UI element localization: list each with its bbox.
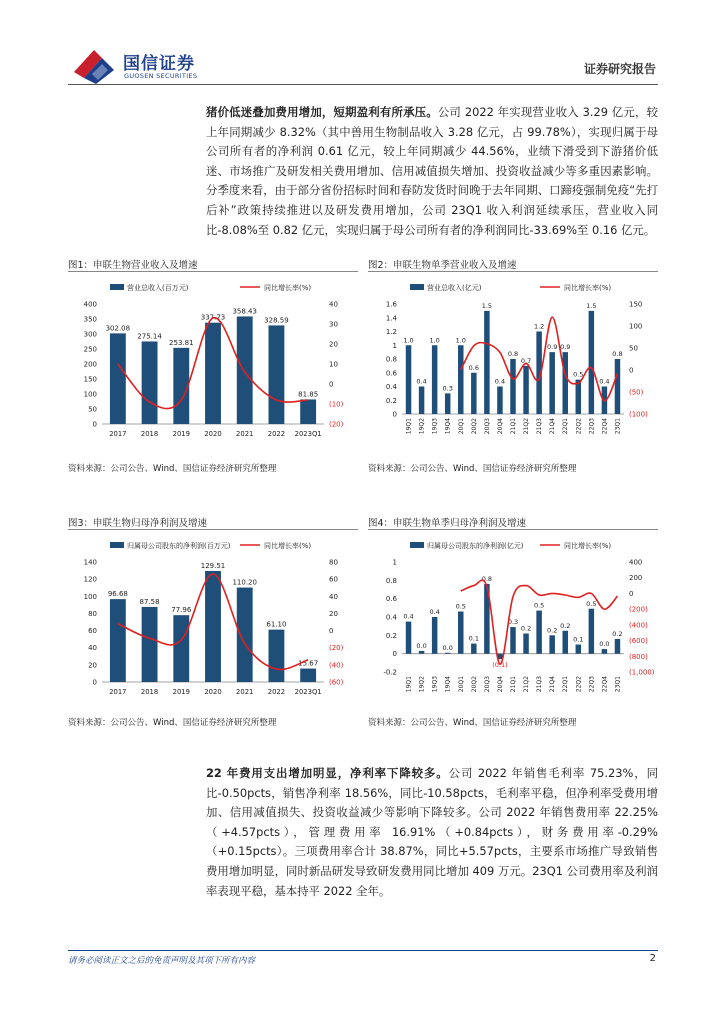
bar-value-label: 0.4 bbox=[599, 377, 610, 386]
fig2-title: 图2：申联生物单季营业收入及增速 bbox=[368, 260, 517, 271]
paragraph-lead: 猪价低迷叠加费用增加，短期盈利有所承压。 bbox=[206, 105, 438, 119]
bar-value-label: 253.81 bbox=[169, 338, 194, 347]
y-tick-label: 50 bbox=[88, 405, 97, 414]
y2-tick-label: (40) bbox=[329, 661, 344, 670]
fig3-chart bbox=[68, 536, 358, 696]
y-tick-label: 60 bbox=[88, 627, 97, 636]
bar bbox=[142, 341, 158, 424]
legend-bar-swatch bbox=[110, 284, 124, 290]
x-tick-label: 20Q2 bbox=[470, 418, 478, 435]
bar bbox=[300, 669, 316, 682]
bar bbox=[432, 617, 437, 654]
bar bbox=[458, 612, 463, 654]
y2-tick-label: (1,000) bbox=[629, 668, 655, 677]
bar bbox=[602, 649, 607, 654]
y-tick-label: 0 bbox=[392, 410, 397, 419]
y2-tick-label: 150 bbox=[629, 300, 643, 309]
y-tick-label: 1 bbox=[392, 558, 397, 567]
y2-tick-label: (400) bbox=[629, 621, 648, 630]
bar-value-label: 1.0 bbox=[403, 336, 414, 345]
y-tick-label: 1 bbox=[392, 341, 397, 350]
bar-value-label: 0.0 bbox=[599, 640, 610, 649]
bar-value-label: 15.67 bbox=[298, 659, 319, 668]
bar-value-label: 61.10 bbox=[266, 620, 287, 629]
x-tick-label: 22Q2 bbox=[575, 418, 583, 435]
document-type: 证券研究报告 bbox=[583, 62, 656, 76]
y2-tick-label: (800) bbox=[629, 652, 648, 661]
y2-tick-label: (10) bbox=[329, 400, 344, 409]
bar bbox=[406, 622, 411, 654]
x-tick-label: 20Q3 bbox=[483, 676, 491, 693]
y-tick-label: 0.4 bbox=[385, 383, 397, 391]
y2-tick-label: 0 bbox=[329, 627, 334, 636]
bar bbox=[589, 311, 594, 414]
bar-value-label: (0.1) bbox=[492, 661, 508, 670]
guosen-logo-mark bbox=[72, 46, 116, 86]
y-tick-label: 0.2 bbox=[385, 631, 397, 640]
y2-tick-label: 0 bbox=[629, 589, 634, 598]
page-number: 2 bbox=[649, 953, 656, 964]
y2-tick-label: (20) bbox=[329, 644, 344, 653]
x-tick-label: 19Q2 bbox=[418, 676, 426, 693]
bar-value-label: 110.20 bbox=[232, 578, 257, 587]
x-tick-label: 22Q4 bbox=[601, 418, 609, 435]
bar-value-label: 0.2 bbox=[520, 624, 532, 633]
y-tick-label: 1.2 bbox=[385, 328, 397, 336]
x-tick-label: 2021 bbox=[236, 688, 254, 696]
fig3-source: 资料来源：公司公告、Wind、国信证券经济研究所整理 bbox=[68, 718, 277, 728]
bar-value-label: 0.2 bbox=[547, 626, 558, 635]
bar-value-label: 0.5 bbox=[586, 599, 597, 608]
bar-value-label: 1.5 bbox=[481, 301, 493, 310]
x-tick-label: 23Q1 bbox=[614, 676, 622, 693]
y-tick-label: 80 bbox=[88, 609, 97, 618]
y-tick-label: 0.6 bbox=[385, 595, 397, 604]
bar-value-label: 0.5 bbox=[533, 601, 545, 610]
y-tick-label: 0.6 bbox=[385, 369, 397, 378]
x-tick-label: 2022 bbox=[267, 688, 286, 696]
x-tick-label: 21Q1 bbox=[510, 418, 517, 435]
bar bbox=[432, 345, 437, 414]
bar bbox=[237, 588, 253, 682]
x-tick-label: 19Q1 bbox=[405, 676, 413, 693]
y2-tick-label: 10 bbox=[329, 360, 338, 369]
fig2-chart bbox=[368, 278, 658, 438]
x-tick-label: 19Q3 bbox=[431, 418, 439, 435]
bar-value-label: 0.4 bbox=[494, 377, 506, 386]
y-tick-label: 120 bbox=[83, 575, 97, 584]
y-tick-label: 0.4 bbox=[385, 613, 397, 622]
y-tick-label: 0 bbox=[392, 650, 397, 659]
y2-tick-label: 50 bbox=[629, 344, 638, 353]
bar-value-label: 0.3 bbox=[507, 618, 519, 627]
bar-value-label: 0.5 bbox=[573, 370, 584, 379]
bar-value-label: 1.0 bbox=[455, 336, 466, 345]
bar bbox=[110, 599, 126, 682]
legend-line-label: 同比增长率(%) bbox=[564, 542, 612, 550]
logo-text-en: GUOSEN SECURITIES bbox=[124, 72, 198, 80]
bar bbox=[536, 611, 541, 654]
x-tick-label: 2020 bbox=[204, 430, 222, 438]
x-tick-label: 21Q1 bbox=[510, 676, 517, 693]
fig2-title-rule bbox=[368, 271, 658, 272]
x-tick-label: 19Q1 bbox=[405, 418, 413, 435]
legend-line-label: 同比增长率(%) bbox=[264, 542, 312, 550]
x-tick-label: 2017 bbox=[109, 430, 127, 438]
x-tick-label: 20Q4 bbox=[496, 418, 504, 435]
bar-value-label: 81.85 bbox=[298, 390, 319, 399]
bar bbox=[269, 630, 285, 682]
bar bbox=[549, 635, 554, 653]
y2-tick-label: 60 bbox=[329, 575, 338, 584]
bar bbox=[549, 352, 554, 414]
bar-value-label: 0.1 bbox=[468, 634, 479, 643]
x-tick-label: 22Q1 bbox=[562, 418, 570, 435]
bar-value-label: 0.1 bbox=[573, 635, 584, 644]
x-tick-label: 22Q3 bbox=[588, 418, 596, 435]
y-tick-label: -0.2 bbox=[383, 668, 397, 677]
fig4-source: 资料来源：公司公告、Wind、国信证券经济研究所整理 bbox=[368, 718, 577, 728]
y2-tick-label: (50) bbox=[629, 388, 644, 397]
y2-tick-label: 200 bbox=[629, 574, 643, 583]
paragraph-body: 公司 2022 年实现营业收入 3.29 亿元，较上年同期减少 8.32%（其中兽用生物制品收入 3.28 亿元，占 99.78%），实现归属于母公司所有者的净利润 0.61 亿元，较上年同期减少 44.56%，业绩下滑受到下游猪价低迷、市场推广及研发相关费用增加、信用减值损失增加、投资收益减少等多重因素影响。分季度来看，由于部分省份招标时间和春防发货时间晚于去年同期、口蹄疫强制免疫“先打后补”政策持续推进以及研发费用增加，公司 23Q1 收入利润延续承压，营业收入同比-8.08%至 0.82 亿元，实现归属于母公司所有者的净利润同比-33.69%至 0.16 亿元。 bbox=[206, 105, 658, 237]
x-tick-label: 21Q2 bbox=[523, 418, 531, 435]
y-tick-label: 140 bbox=[83, 558, 97, 567]
x-tick-label: 2018 bbox=[140, 688, 159, 696]
bar bbox=[237, 316, 253, 424]
fig2-source: 资料来源：公司公告、Wind、国信证券经济研究所整理 bbox=[368, 464, 577, 474]
x-tick-label: 21Q3 bbox=[536, 676, 544, 693]
legend-line-label: 同比增长率(%) bbox=[564, 284, 612, 292]
bar bbox=[471, 644, 476, 654]
bar bbox=[142, 607, 158, 682]
x-tick-label: 2019 bbox=[172, 430, 190, 438]
bar bbox=[576, 380, 581, 414]
bar-value-label: 0.4 bbox=[429, 608, 440, 616]
x-tick-label: 19Q3 bbox=[431, 676, 439, 693]
y2-tick-label: (20) bbox=[329, 420, 344, 429]
x-tick-label: 21Q4 bbox=[549, 418, 557, 435]
x-tick-label: 21Q2 bbox=[523, 676, 531, 693]
x-tick-label: 22Q3 bbox=[588, 676, 596, 693]
x-tick-label: 20Q1 bbox=[457, 676, 465, 693]
y-tick-label: 200 bbox=[83, 360, 97, 369]
bar bbox=[445, 393, 450, 414]
bar bbox=[576, 645, 581, 654]
bar bbox=[615, 359, 620, 414]
x-tick-label: 2022 bbox=[267, 430, 286, 438]
bar bbox=[419, 387, 424, 415]
footer-divider bbox=[68, 950, 658, 951]
bar-value-label: 302.08 bbox=[105, 324, 131, 333]
bar-value-label: 0.0 bbox=[416, 641, 427, 650]
y-tick-label: 0 bbox=[92, 678, 97, 687]
bar-value-label: 0.4 bbox=[403, 612, 414, 621]
y-tick-label: 1.4 bbox=[385, 314, 397, 323]
y2-tick-label: 20 bbox=[329, 609, 338, 618]
y-tick-label: 150 bbox=[83, 375, 97, 384]
legend-bar-swatch bbox=[110, 542, 124, 548]
x-tick-label: 2017 bbox=[109, 688, 127, 696]
x-tick-label: 2019 bbox=[172, 688, 190, 696]
bar-value-label: 337.73 bbox=[200, 313, 226, 322]
x-tick-label: 22Q2 bbox=[575, 676, 583, 693]
bar bbox=[205, 323, 221, 424]
bar bbox=[445, 653, 450, 654]
bar-value-label: 275.14 bbox=[137, 332, 162, 341]
bar-value-label: 0.8 bbox=[612, 350, 623, 358]
fig4-title: 图4：申联生物单季归母净利润及增速 bbox=[368, 518, 527, 529]
x-tick-label: 2018 bbox=[140, 430, 159, 438]
bar-value-label: 96.68 bbox=[107, 590, 128, 599]
bar bbox=[589, 609, 594, 654]
bar bbox=[110, 333, 126, 424]
bar bbox=[471, 373, 476, 414]
y2-tick-label: (60) bbox=[329, 678, 344, 687]
bar bbox=[497, 387, 502, 415]
x-tick-label: 21Q4 bbox=[549, 676, 557, 693]
y2-tick-label: 30 bbox=[329, 320, 338, 329]
fig4-chart bbox=[368, 536, 658, 696]
bar-value-label: 77.96 bbox=[171, 606, 192, 615]
bar bbox=[615, 639, 620, 654]
bar bbox=[458, 345, 463, 414]
y-tick-label: 350 bbox=[83, 315, 97, 324]
bar-value-label: 0.2 bbox=[560, 621, 571, 630]
x-tick-label: 22Q1 bbox=[562, 676, 570, 693]
bar-value-label: 0.2 bbox=[612, 630, 623, 638]
paragraph-revenue-summary bbox=[206, 103, 658, 240]
x-tick-label: 22Q4 bbox=[601, 676, 609, 693]
bar-value-label: 0.4 bbox=[416, 377, 427, 386]
x-tick-label: 19Q2 bbox=[418, 418, 426, 435]
x-tick-label: 20Q2 bbox=[470, 676, 478, 693]
y2-tick-label: 0 bbox=[629, 366, 634, 375]
y-tick-label: 400 bbox=[83, 300, 97, 309]
x-tick-label: 2023Q1 bbox=[294, 688, 322, 696]
y-tick-label: 100 bbox=[83, 390, 97, 399]
y-tick-label: 0.2 bbox=[385, 396, 397, 405]
bar-value-label: 0.8 bbox=[507, 350, 519, 358]
y2-tick-label: 100 bbox=[629, 322, 643, 331]
bar-value-label: 1.2 bbox=[533, 322, 545, 331]
bar bbox=[205, 571, 221, 682]
y-tick-label: 0 bbox=[92, 420, 97, 429]
bar bbox=[510, 359, 515, 414]
legend-bar-swatch bbox=[410, 284, 424, 290]
bar-value-label: 0.7 bbox=[520, 356, 532, 365]
bar-value-label: 0.9 bbox=[547, 343, 558, 352]
y2-tick-label: 20 bbox=[329, 340, 338, 349]
fig3-title-rule bbox=[68, 529, 358, 530]
y2-tick-label: 400 bbox=[629, 558, 643, 567]
bar-value-label: 0.5 bbox=[455, 602, 466, 611]
bar-value-label: 0.3 bbox=[442, 384, 453, 393]
bar bbox=[269, 325, 285, 424]
y2-tick-label: 40 bbox=[329, 300, 338, 309]
bar bbox=[523, 366, 528, 414]
x-tick-label: 21Q3 bbox=[536, 418, 544, 435]
y2-tick-label: 80 bbox=[329, 558, 338, 567]
y-tick-label: 20 bbox=[88, 661, 97, 670]
legend-bar-label: 归属母公司股东的净利润(百万元) bbox=[127, 542, 231, 550]
bar bbox=[510, 627, 515, 654]
y-tick-label: 0.8 bbox=[385, 355, 397, 364]
bar bbox=[173, 615, 189, 682]
bar bbox=[562, 631, 567, 654]
fig1-source: 资料来源：公司公告、Wind、国信证券经济研究所整理 bbox=[68, 464, 277, 474]
header-divider bbox=[68, 84, 658, 85]
legend-bar-label: 归属母公司股东的净利润(亿元) bbox=[427, 542, 524, 550]
bar-value-label: 0.6 bbox=[468, 363, 479, 372]
bar bbox=[523, 634, 528, 654]
fig3-title: 图3：申联生物归母净利润及增速 bbox=[68, 518, 208, 529]
bar bbox=[562, 352, 567, 414]
x-tick-label: 20Q1 bbox=[457, 418, 465, 435]
bar-value-label: 0.8 bbox=[481, 575, 493, 583]
y2-tick-label: (600) bbox=[629, 637, 648, 646]
y2-tick-label: 0 bbox=[329, 380, 334, 389]
x-tick-label: 20Q3 bbox=[483, 418, 491, 435]
bar-value-label: 1.5 bbox=[586, 301, 597, 310]
y-tick-label: 0.8 bbox=[385, 576, 397, 585]
bar-value-label: 1.0 bbox=[429, 336, 440, 345]
y2-tick-label: 40 bbox=[329, 592, 338, 601]
logo-text-cn: 国信证券 bbox=[123, 54, 195, 74]
bar-value-label: 328.59 bbox=[264, 316, 289, 325]
fig1-title: 图1：申联生物营业收入及增速 bbox=[68, 260, 198, 271]
paragraph-lead: 22 年费用支出增加明显，净利率下降较多。 bbox=[206, 766, 449, 780]
y-tick-label: 1.6 bbox=[385, 300, 397, 309]
y-tick-label: 300 bbox=[83, 330, 97, 339]
paragraph-expense-summary bbox=[206, 764, 658, 901]
bar bbox=[300, 399, 316, 424]
x-tick-label: 20Q4 bbox=[496, 676, 504, 693]
paragraph-body: 公司 2022 年销售毛利率 75.23%，同比-0.50pcts，销售净利率 18.56%，同比-10.58pcts，毛利率平稳，但净利率受费用增加、信用减值损失、投资收益减少等影响下降较多。公司 2022 年销售费用率 22.25%（+4.57pcts），管理费用率 16.91%（+0.84pcts），财务费用率-0.29%（+0.15pcts）。三项费用率合计 38.87%，同比+5.57pcts，主要系市场推广导致销售费用增加明显，同时新品研发导致研发费用同比增加 409 万元。23Q1 公司费用率及利润率表现平稳，基本持平 2022 全年。 bbox=[206, 766, 658, 898]
bar-value-label: 87.58 bbox=[139, 597, 160, 606]
bar bbox=[419, 651, 424, 654]
x-tick-label: 2020 bbox=[204, 688, 222, 696]
y-tick-label: 100 bbox=[83, 592, 97, 601]
y-tick-label: 40 bbox=[88, 644, 97, 653]
legend-bar-label: 营业总收入(百万元) bbox=[127, 284, 189, 292]
y-tick-label: 250 bbox=[83, 345, 97, 354]
bar-value-label: 0.9 bbox=[560, 343, 571, 352]
x-tick-label: 19Q4 bbox=[444, 418, 452, 435]
x-tick-label: 23Q1 bbox=[614, 418, 622, 435]
fig4-title-rule bbox=[368, 529, 658, 530]
y2-tick-label: (200) bbox=[629, 605, 648, 614]
fig1-title-rule bbox=[68, 271, 358, 272]
fig1-chart bbox=[68, 278, 358, 438]
legend-bar-label: 营业总收入(亿元) bbox=[427, 284, 482, 292]
disclaimer-note: 请务必阅读正文之后的免责声明及其项下所有内容 bbox=[68, 956, 256, 966]
legend-line-label: 同比增长率(%) bbox=[264, 284, 312, 292]
bar bbox=[406, 345, 411, 414]
x-tick-label: 2023Q1 bbox=[294, 430, 322, 438]
bar-value-label: 0.0 bbox=[442, 643, 453, 652]
legend-bar-swatch bbox=[410, 542, 424, 548]
bar bbox=[484, 311, 489, 414]
y2-tick-label: (100) bbox=[629, 410, 648, 419]
x-tick-label: 2021 bbox=[236, 430, 254, 438]
bar-value-label: 129.51 bbox=[200, 561, 226, 570]
x-tick-label: 19Q4 bbox=[444, 676, 452, 693]
bar-value-label: 358.43 bbox=[232, 307, 257, 316]
